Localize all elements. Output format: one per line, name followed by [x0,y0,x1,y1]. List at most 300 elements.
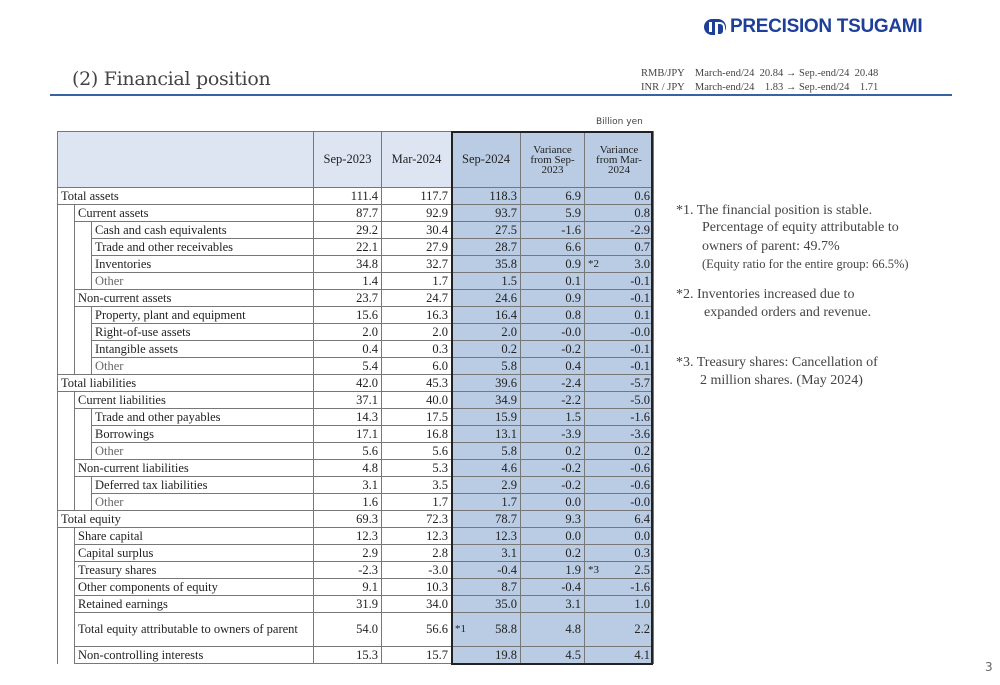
indent-cell [58,205,75,222]
value-cell [452,443,521,460]
row-label: Share capital [75,528,314,545]
value-text: 2.0 [501,324,517,339]
value-text: -1.6 [630,409,650,424]
value-text: 31.9 [356,596,378,611]
value-cell [585,545,654,562]
value-text: -1.6 [630,579,650,594]
value-text: 0.2 [565,443,581,458]
indent-cell [58,613,75,647]
value-text: 15.9 [495,409,517,424]
value-text: 34.0 [426,596,448,611]
value-cell [452,613,521,647]
indent-cell [75,358,92,375]
value-text: 34.8 [356,256,378,271]
indent-cell [75,494,92,511]
value-cell [382,324,452,341]
tsugami-logo-icon [704,19,726,35]
value-text: 35.0 [495,596,517,611]
value-text: -0.2 [561,460,581,475]
value-cell [382,545,452,562]
value-text: 6.4 [634,511,650,526]
value-cell [452,307,521,324]
row-label: Total assets [58,188,314,205]
indent-cell [75,426,92,443]
value-text: 1.7 [432,494,448,509]
table-row [58,409,654,426]
value-cell [521,188,585,205]
value-cell [452,409,521,426]
value-text: 3.1 [501,545,517,560]
value-cell [314,511,382,528]
table-row [58,596,654,613]
value-cell [521,205,585,222]
value-cell [521,613,585,647]
value-text: 2.8 [432,545,448,560]
row-label: Other [92,443,314,460]
table-row [58,324,654,341]
rate-rmb: RMB/JPY March-end/24 20.84 → Sep.-end/24 20.48 [641,68,879,79]
row-label: Property, plant and equipment [92,307,314,324]
value-cell [585,222,654,239]
table-row [58,511,654,528]
value-cell [314,358,382,375]
value-cell [585,273,654,290]
value-cell [382,392,452,409]
value-cell [521,545,585,562]
note-marker: *2 [588,257,599,270]
value-text: 34.9 [495,392,517,407]
value-text: 5.6 [362,443,378,458]
value-text: 2.9 [362,545,378,560]
page-title: (2) Financial position [72,68,271,90]
value-cell [585,511,654,528]
value-text: -5.7 [630,375,650,390]
value-cell [452,205,521,222]
indent-cell [75,477,92,494]
value-text: 4.5 [565,647,581,662]
col-header-variance-mar-2024: Variance from Mar-2024 [585,132,654,188]
value-text: 22.1 [356,239,378,254]
value-cell [452,392,521,409]
value-cell [452,528,521,545]
col-header-sep-2023: Sep-2023 [314,132,382,188]
value-cell [452,426,521,443]
note-marker: *3 [588,563,599,576]
value-text: 17.1 [356,426,378,441]
value-text: 1.5 [565,409,581,424]
value-cell [585,358,654,375]
value-cell [382,205,452,222]
value-cell [452,494,521,511]
row-label: Inventories [92,256,314,273]
value-text: -0.1 [630,290,650,305]
value-text: 69.3 [356,511,378,526]
table-row [58,307,654,324]
value-text: -0.0 [561,324,581,339]
value-text: 118.3 [489,188,517,203]
table-row [58,273,654,290]
value-text: 17.5 [426,409,448,424]
value-text: -2.4 [561,375,581,390]
value-cell [585,239,654,256]
indent-cell [58,579,75,596]
value-text: 2.5 [634,562,650,577]
value-text: 39.6 [495,375,517,390]
value-text: 0.0 [565,494,581,509]
value-text: 1.6 [362,494,378,509]
value-text: 16.3 [426,307,448,322]
value-text: 0.6 [634,188,650,203]
value-text: 5.8 [501,358,517,373]
table-row [58,375,654,392]
value-text: 16.8 [426,426,448,441]
value-cell [314,647,382,664]
indent-cell [58,596,75,613]
value-cell [585,409,654,426]
value-text: 4.6 [501,460,517,475]
indent-cell [75,409,92,426]
value-cell [382,477,452,494]
value-text: 15.7 [426,647,448,662]
col-header-mar-2024: Mar-2024 [382,132,452,188]
value-cell [314,579,382,596]
value-text: 24.7 [426,290,448,305]
value-cell [585,205,654,222]
table-row [58,392,654,409]
indent-cell [75,324,92,341]
value-text: 27.9 [426,239,448,254]
value-cell [452,375,521,392]
value-cell [452,511,521,528]
value-cell [521,647,585,664]
indent-cell [58,222,75,239]
indent-cell [58,358,75,375]
value-text: 15.3 [356,647,378,662]
value-cell [521,426,585,443]
row-label: Intangible assets [92,341,314,358]
table-row [58,341,654,358]
value-text: -2.3 [358,562,378,577]
indent-cell [58,324,75,341]
value-cell [452,256,521,273]
value-text: 0.0 [565,528,581,543]
value-cell [382,307,452,324]
table-row [58,188,654,205]
row-label: Trade and other payables [92,409,314,426]
value-cell [452,562,521,579]
row-label: Borrowings [92,426,314,443]
value-text: 93.7 [495,205,517,220]
indent-cell [75,222,92,239]
indent-cell [58,562,75,579]
value-cell [521,494,585,511]
value-text: 5.8 [501,443,517,458]
value-cell [585,392,654,409]
value-text: 12.3 [495,528,517,543]
row-label: Other [92,494,314,511]
value-cell [585,528,654,545]
value-cell [314,477,382,494]
value-text: 5.3 [432,460,448,475]
value-text: 30.4 [426,222,448,237]
value-cell [314,409,382,426]
value-cell [382,579,452,596]
value-cell [521,528,585,545]
indent-cell [58,545,75,562]
value-cell [382,460,452,477]
value-text: 0.8 [565,307,581,322]
table-row [58,477,654,494]
indent-cell [58,256,75,273]
value-text: 1.7 [432,273,448,288]
value-text: -1.6 [561,222,581,237]
table-row [58,443,654,460]
value-cell [382,290,452,307]
value-cell [585,324,654,341]
value-cell [521,290,585,307]
value-cell [314,290,382,307]
value-text: -0.6 [630,460,650,475]
value-text: 54.0 [356,622,378,636]
value-cell [585,562,654,579]
value-cell [585,579,654,596]
row-label: Total liabilities [58,375,314,392]
value-text: 8.7 [501,579,517,594]
value-text: 6.9 [565,188,581,203]
value-text: 92.9 [426,205,448,220]
value-cell [452,273,521,290]
value-cell [452,477,521,494]
row-label: Right-of-use assets [92,324,314,341]
indent-cell [58,443,75,460]
exchange-rates [641,67,878,94]
header-label-cell [58,132,314,188]
indent-cell [58,460,75,477]
value-cell [585,341,654,358]
value-text: -2.2 [561,392,581,407]
row-label: Capital surplus [75,545,314,562]
value-text: 72.3 [426,511,448,526]
value-text: -3.9 [561,426,581,441]
col-header-variance-sep-2023: Variance from Sep-2023 [521,132,585,188]
value-text: 15.6 [356,307,378,322]
row-label: Treasury shares [75,562,314,579]
value-cell [585,477,654,494]
value-text: 3.5 [432,477,448,492]
value-cell [314,545,382,562]
value-cell [314,596,382,613]
value-text: 5.9 [565,205,581,220]
table-row [58,579,654,596]
value-cell [382,341,452,358]
value-text: 28.7 [495,239,517,254]
value-cell [314,324,382,341]
value-text: 6.0 [432,358,448,373]
value-text: 19.8 [495,647,517,662]
value-cell [382,358,452,375]
value-text: 29.2 [356,222,378,237]
value-cell [452,545,521,562]
value-cell [314,460,382,477]
value-cell [521,239,585,256]
value-cell [382,511,452,528]
value-cell [521,409,585,426]
brand-logo [704,15,922,39]
value-cell [314,562,382,579]
value-text: 37.1 [356,392,378,407]
row-label: Total equity attributable to owners of parent [75,613,314,647]
row-label: Total equity [58,511,314,528]
value-text: -0.1 [630,358,650,373]
value-cell [452,324,521,341]
row-label: Other components of equity [75,579,314,596]
row-label: Deferred tax liabilities [92,477,314,494]
indent-cell [58,307,75,324]
table-row [58,290,654,307]
value-text: 0.3 [432,341,448,356]
header-row [58,132,654,188]
table-row [58,205,654,222]
value-text: 35.8 [495,256,517,271]
value-cell [314,392,382,409]
value-text: 0.8 [634,205,650,220]
title-divider [50,94,952,96]
value-text: 9.3 [565,511,581,526]
indent-cell [58,239,75,256]
indent-cell [58,392,75,409]
value-cell [314,426,382,443]
indent-cell [75,256,92,273]
value-text: 9.1 [362,579,378,594]
value-cell [382,239,452,256]
value-cell [521,392,585,409]
value-cell [382,426,452,443]
value-text: 10.3 [426,579,448,594]
value-cell [521,341,585,358]
value-cell [314,307,382,324]
indent-cell [58,647,75,664]
value-cell [452,188,521,205]
value-cell [314,341,382,358]
value-text: 2.2 [634,622,650,636]
value-cell [585,596,654,613]
value-cell [382,409,452,426]
rate-inr: INR / JPY March-end/24 1.83 → Sep.-end/24 1.71 [641,81,879,93]
value-cell [314,375,382,392]
value-cell [314,528,382,545]
value-text: 12.3 [426,528,448,543]
value-cell [521,375,585,392]
table-row [58,222,654,239]
value-cell [521,579,585,596]
value-text: 2.0 [432,324,448,339]
row-label: Cash and cash equivalents [92,222,314,239]
value-cell [585,307,654,324]
page-number: 3 [985,660,993,674]
indent-cell [75,341,92,358]
table-row [58,647,654,664]
value-text: 1.0 [634,596,650,611]
value-cell [382,562,452,579]
value-text: 40.0 [426,392,448,407]
unit-label: Billion yen [596,117,643,127]
value-text: 0.4 [362,341,378,356]
value-text: 0.9 [565,256,581,271]
table-row [58,460,654,477]
value-cell [314,273,382,290]
indent-cell [58,341,75,358]
row-label: Non-controlling interests [75,647,314,664]
value-cell [521,460,585,477]
value-text: -3.6 [630,426,650,441]
value-text: 117.7 [420,188,448,203]
value-text: 3.0 [634,256,650,271]
value-cell [585,375,654,392]
value-text: -0.0 [630,494,650,509]
value-cell [452,460,521,477]
value-text: -5.0 [630,392,650,407]
value-cell [382,375,452,392]
value-text: 6.6 [565,239,581,254]
row-label: Other [92,358,314,375]
table-row [58,494,654,511]
value-text: 4.8 [565,622,581,636]
value-cell [521,256,585,273]
value-text: 0.9 [565,290,581,305]
value-cell [452,579,521,596]
value-text: 13.1 [495,426,517,441]
value-cell [452,647,521,664]
table-row [58,562,654,579]
value-text: 2.9 [501,477,517,492]
value-text: -3.0 [428,562,448,577]
value-text: 42.0 [356,375,378,390]
value-cell [585,256,654,273]
value-text: 87.7 [356,205,378,220]
value-cell [585,426,654,443]
value-cell [521,443,585,460]
value-cell [521,562,585,579]
note-3: *3. Treasury shares: Cancellation of 2 million shares. (May 2024) [676,355,878,388]
value-cell [452,596,521,613]
value-text: 78.7 [495,511,517,526]
row-label: Retained earnings [75,596,314,613]
value-cell [521,324,585,341]
row-label: Non-current liabilities [75,460,314,477]
table-row [58,358,654,375]
row-label: Current liabilities [75,392,314,409]
value-text: 27.5 [495,222,517,237]
value-text: 1.5 [501,273,517,288]
value-text: 56.6 [426,622,448,636]
table-row [58,545,654,562]
value-cell [585,443,654,460]
value-text: -0.4 [561,579,581,594]
value-text: 0.2 [501,341,517,356]
note-marker: *1 [455,623,466,635]
value-cell [382,494,452,511]
value-cell [452,341,521,358]
value-cell [314,256,382,273]
value-cell [314,443,382,460]
value-text: 4.8 [362,460,378,475]
indent-cell [75,307,92,324]
value-cell [314,222,382,239]
value-text: 16.4 [495,307,517,322]
value-cell [521,358,585,375]
value-cell [585,647,654,664]
value-text: 5.6 [432,443,448,458]
